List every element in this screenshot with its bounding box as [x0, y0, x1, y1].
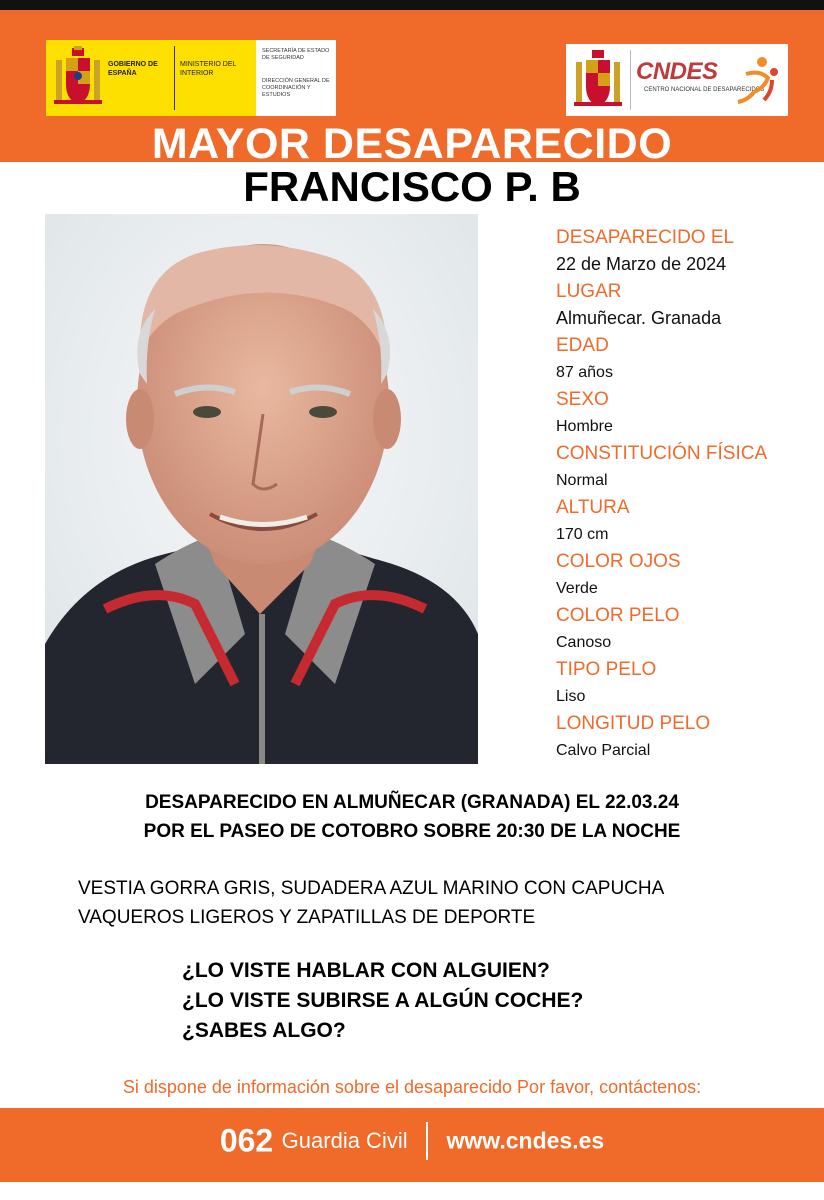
question-2: ¿LO VISTE SUBIRSE A ALGÚN COCHE? [182, 989, 584, 1012]
clothing-line-2: VAQUEROS LIGEROS Y ZAPATILLAS DE DEPORTE [78, 907, 536, 928]
spain-coat-of-arms-icon [52, 46, 104, 110]
gobierno-logo [46, 40, 336, 116]
label-lugar: LUGAR [556, 281, 622, 302]
direccion-text: DIRECCIÓN GENERAL DE COORDINACIÓN Y ESTUDIOS [262, 78, 330, 98]
gobierno-text: GOBIERNO DE ESPAÑA [108, 61, 158, 77]
value-longitud-pelo: Calvo Parcial [556, 742, 651, 759]
value-edad: 87 años [556, 364, 613, 381]
bottom-border [0, 1182, 824, 1200]
poster-title: MAYOR DESAPARECIDO [151, 120, 673, 168]
value-lugar: Almuñecar. Granada [556, 308, 722, 328]
phone-number[interactable]: 062 [219, 1122, 274, 1159]
appeal-questions [182, 956, 782, 1046]
disappearance-summary [0, 788, 824, 846]
value-tipo-pelo: Liso [556, 688, 586, 705]
gobierno-white-panel [256, 40, 336, 116]
label-longitud-pelo: LONGITUD PELO [556, 713, 711, 734]
label-sexo: SEXO [556, 389, 609, 410]
label-desaparecido-el: DESAPARECIDO EL [556, 227, 735, 248]
clothing-line-1: VESTIA GORRA GRIS, SUDADERA AZUL MARINO CON CAPUCHA [78, 878, 665, 899]
cndes-subtitle: CENTRO NACIONAL DE DESAPARECIDOS [644, 87, 765, 93]
cndes-wordmark: CNDES [636, 58, 718, 85]
portrait-photo-icon [45, 214, 478, 764]
label-color-ojos: COLOR OJOS [556, 551, 681, 572]
top-border [0, 0, 824, 10]
ministerio-text: MINISTERIO DEL INTERIOR [180, 61, 237, 77]
value-sexo: Hombre [556, 418, 613, 435]
header-banner [0, 10, 824, 168]
clothing-description [78, 874, 798, 932]
cndes-divider [630, 50, 631, 110]
contact-prompt: Si dispone de información sobre el desaparecido Por favor, contáctenos: [122, 1077, 702, 1097]
logo-divider [174, 46, 175, 110]
org-name: Guardia Civil [281, 1128, 408, 1153]
people-figures-icon [726, 54, 782, 108]
website-link[interactable]: www.cndes.es [446, 1127, 605, 1154]
label-edad: EDAD [556, 335, 609, 356]
contact-footer [0, 1108, 824, 1182]
label-color-pelo: COLOR PELO [556, 605, 680, 626]
coat-of-arms-icon [570, 48, 626, 112]
label-altura: ALTURA [556, 497, 630, 518]
value-desaparecido-el: 22 de Marzo de 2024 [556, 254, 727, 274]
question-3: ¿SABES ALGO? [182, 1019, 346, 1042]
cndes-logo [566, 44, 788, 116]
value-constitucion: Normal [556, 472, 608, 489]
value-color-ojos: Verde [556, 580, 598, 597]
summary-line-2: POR EL PASEO DE COTOBRO SOBRE 20:30 DE LA NOCHE [143, 821, 681, 842]
footer-divider [426, 1122, 428, 1160]
details-list [556, 224, 816, 764]
label-tipo-pelo: TIPO PELO [556, 659, 657, 680]
value-altura: 170 cm [556, 526, 609, 543]
person-name: FRANCISCO P. B [243, 163, 581, 210]
question-1: ¿LO VISTE HABLAR CON ALGUIEN? [182, 959, 550, 982]
label-constitucion: CONSTITUCIÓN FÍSICA [556, 443, 768, 464]
secretaria-text: SECRETARÍA DE ESTADO DE SEGURIDAD [262, 48, 330, 61]
summary-line-1: DESAPARECIDO EN ALMUÑECAR (GRANADA) EL 22.03.24 [145, 792, 679, 813]
person-photo [45, 214, 478, 764]
value-color-pelo: Canoso [556, 634, 612, 651]
